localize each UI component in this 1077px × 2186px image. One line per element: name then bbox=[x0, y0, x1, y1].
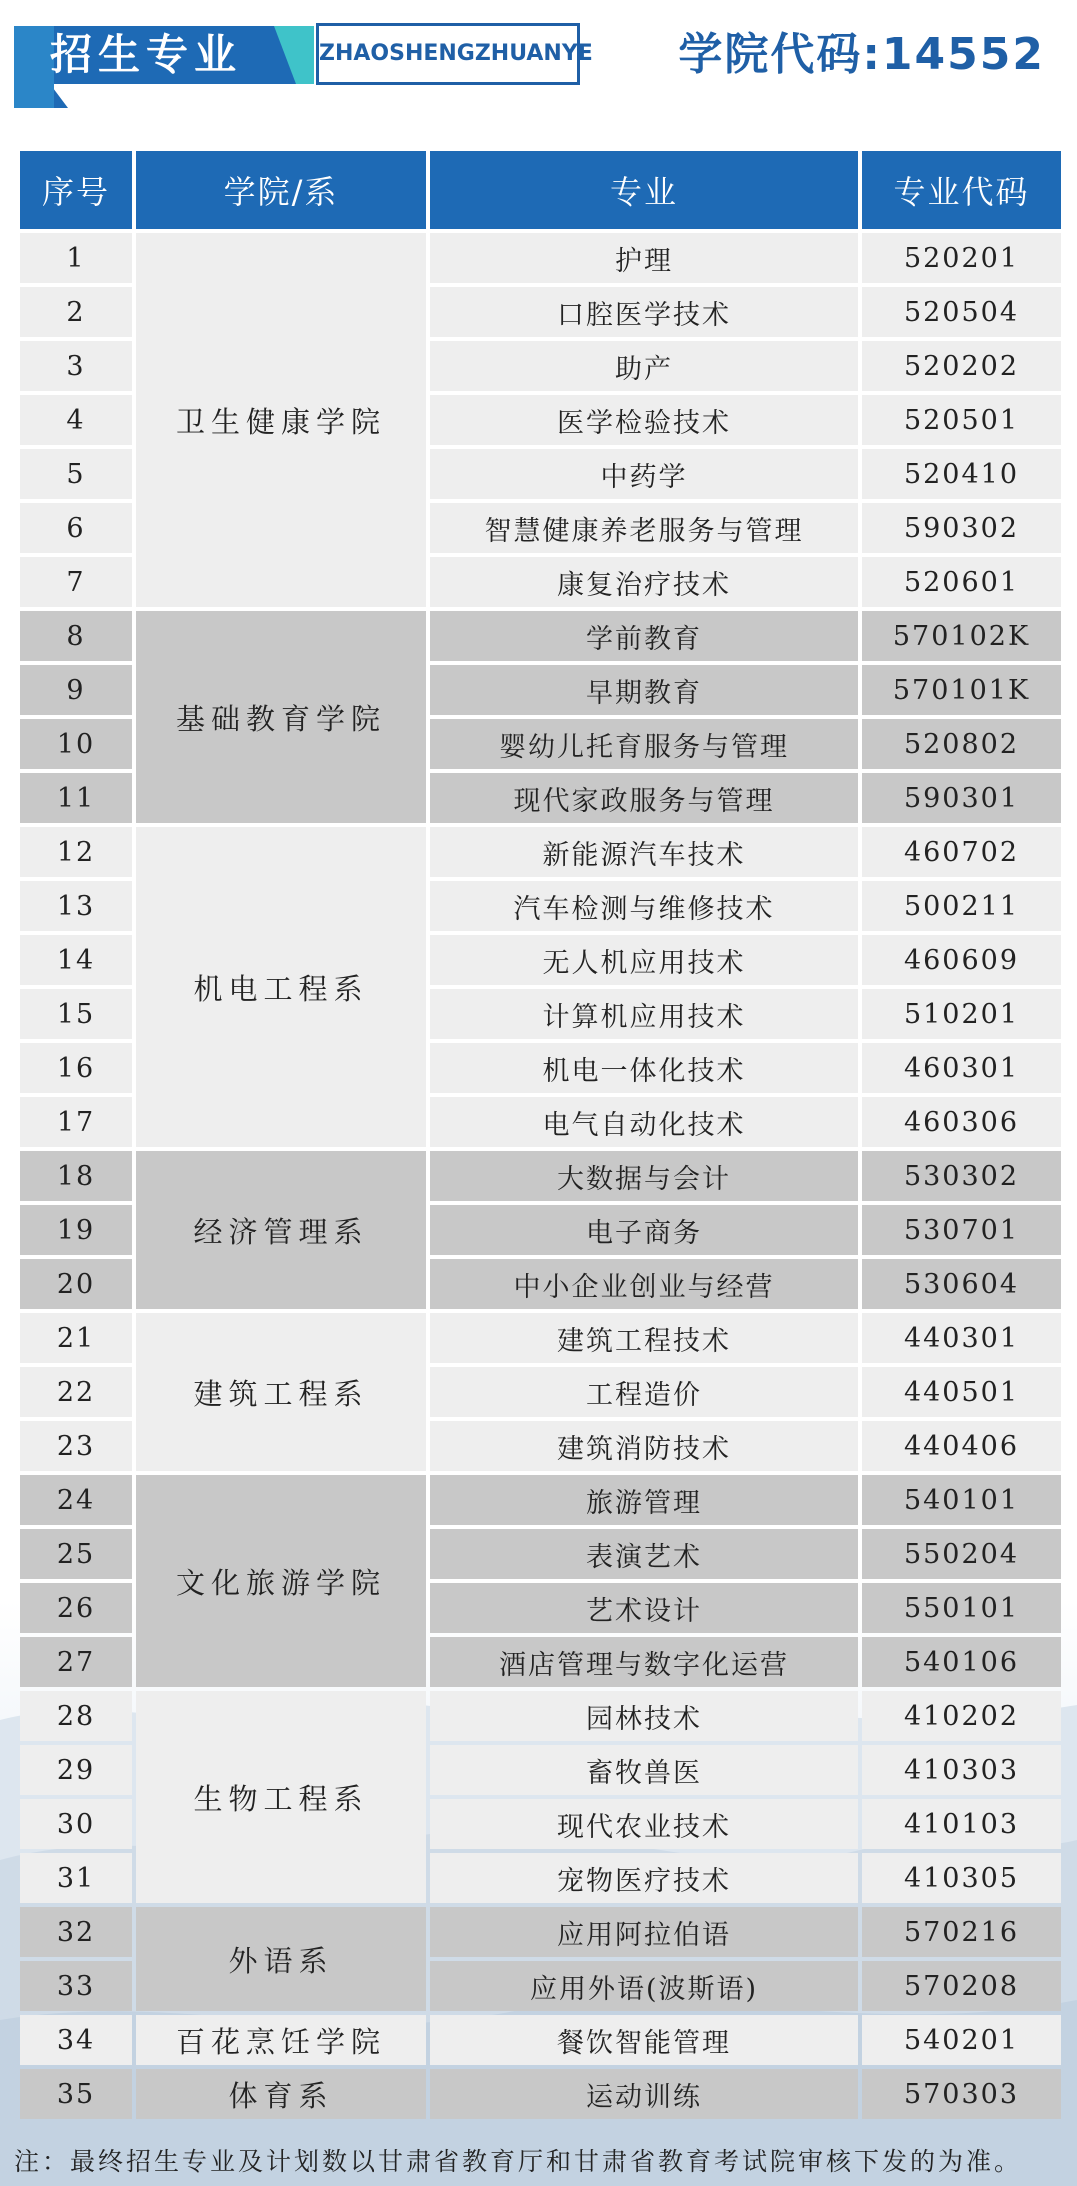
major-code: 500211 bbox=[862, 881, 1061, 931]
row-index: 2 bbox=[20, 287, 132, 337]
major-name: 电子商务 bbox=[430, 1205, 858, 1255]
row-index: 23 bbox=[20, 1421, 132, 1471]
major-name: 表演艺术 bbox=[430, 1529, 858, 1579]
major-name: 酒店管理与数字化运营 bbox=[430, 1637, 858, 1687]
major-name: 建筑工程技术 bbox=[430, 1313, 858, 1363]
row-index: 15 bbox=[20, 989, 132, 1039]
major-code: 520504 bbox=[862, 287, 1061, 337]
major-name: 护理 bbox=[430, 233, 858, 283]
table-row bbox=[20, 1907, 1061, 1957]
major-code: 540201 bbox=[862, 2015, 1061, 2065]
college-name: 建筑工程系 bbox=[136, 1313, 426, 1471]
row-index: 16 bbox=[20, 1043, 132, 1093]
major-code: 570101K bbox=[862, 665, 1061, 715]
major-name: 医学检验技术 bbox=[430, 395, 858, 445]
column-header-major: 专业 bbox=[430, 151, 858, 229]
row-index: 27 bbox=[20, 1637, 132, 1687]
major-code: 520410 bbox=[862, 449, 1061, 499]
major-name: 计算机应用技术 bbox=[430, 989, 858, 1039]
row-index: 13 bbox=[20, 881, 132, 931]
row-index: 18 bbox=[20, 1151, 132, 1201]
college-name: 基础教育学院 bbox=[136, 611, 426, 823]
major-code: 530604 bbox=[862, 1259, 1061, 1309]
major-name: 工程造价 bbox=[430, 1367, 858, 1417]
major-name: 畜牧兽医 bbox=[430, 1745, 858, 1795]
row-index: 17 bbox=[20, 1097, 132, 1147]
college-name: 文化旅游学院 bbox=[136, 1475, 426, 1687]
major-code: 550204 bbox=[862, 1529, 1061, 1579]
major-code: 570208 bbox=[862, 1961, 1061, 2011]
major-code: 540101 bbox=[862, 1475, 1061, 1525]
major-name: 新能源汽车技术 bbox=[430, 827, 858, 877]
major-name: 康复治疗技术 bbox=[430, 557, 858, 607]
major-code: 590301 bbox=[862, 773, 1061, 823]
row-index: 7 bbox=[20, 557, 132, 607]
college-code: 学院代码:14552 bbox=[678, 29, 1045, 80]
row-index: 30 bbox=[20, 1799, 132, 1849]
college-name: 机电工程系 bbox=[136, 827, 426, 1147]
row-index: 20 bbox=[20, 1259, 132, 1309]
page-title-pinyin: ZHAOSHENGZHUANYE bbox=[316, 23, 580, 85]
table-row bbox=[20, 1475, 1061, 1525]
row-index: 31 bbox=[20, 1853, 132, 1903]
table-row bbox=[20, 1151, 1061, 1201]
column-header-college: 学院/系 bbox=[136, 151, 426, 229]
row-index: 12 bbox=[20, 827, 132, 877]
major-name: 艺术设计 bbox=[430, 1583, 858, 1633]
table-row bbox=[20, 2069, 1061, 2119]
major-name: 应用阿拉伯语 bbox=[430, 1907, 858, 1957]
major-code: 460609 bbox=[862, 935, 1061, 985]
row-index: 34 bbox=[20, 2015, 132, 2065]
college-name: 经济管理系 bbox=[136, 1151, 426, 1309]
major-name: 旅游管理 bbox=[430, 1475, 858, 1525]
major-code: 590302 bbox=[862, 503, 1061, 553]
major-name: 助产 bbox=[430, 341, 858, 391]
major-code: 440301 bbox=[862, 1313, 1061, 1363]
college-name: 生物工程系 bbox=[136, 1691, 426, 1903]
table-row bbox=[20, 827, 1061, 877]
row-index: 6 bbox=[20, 503, 132, 553]
major-name: 汽车检测与维修技术 bbox=[430, 881, 858, 931]
header bbox=[0, 0, 1077, 140]
major-name: 现代家政服务与管理 bbox=[430, 773, 858, 823]
college-name: 体育系 bbox=[136, 2069, 426, 2119]
row-index: 9 bbox=[20, 665, 132, 715]
row-index: 24 bbox=[20, 1475, 132, 1525]
major-code: 520201 bbox=[862, 233, 1061, 283]
major-code: 520802 bbox=[862, 719, 1061, 769]
row-index: 33 bbox=[20, 1961, 132, 2011]
table-row bbox=[20, 1691, 1061, 1741]
row-index: 29 bbox=[20, 1745, 132, 1795]
row-index: 5 bbox=[20, 449, 132, 499]
major-name: 机电一体化技术 bbox=[430, 1043, 858, 1093]
row-index: 19 bbox=[20, 1205, 132, 1255]
major-code: 410303 bbox=[862, 1745, 1061, 1795]
majors-table bbox=[16, 147, 1065, 2123]
row-index: 26 bbox=[20, 1583, 132, 1633]
row-index: 11 bbox=[20, 773, 132, 823]
major-code: 440406 bbox=[862, 1421, 1061, 1471]
row-index: 28 bbox=[20, 1691, 132, 1741]
major-code: 510201 bbox=[862, 989, 1061, 1039]
row-index: 14 bbox=[20, 935, 132, 985]
row-index: 22 bbox=[20, 1367, 132, 1417]
major-name: 餐饮智能管理 bbox=[430, 2015, 858, 2065]
major-code: 570303 bbox=[862, 2069, 1061, 2119]
major-name: 婴幼儿托育服务与管理 bbox=[430, 719, 858, 769]
major-code: 520501 bbox=[862, 395, 1061, 445]
table-row bbox=[20, 2015, 1061, 2065]
row-index: 1 bbox=[20, 233, 132, 283]
table-row bbox=[20, 611, 1061, 661]
major-name: 建筑消防技术 bbox=[430, 1421, 858, 1471]
major-name: 无人机应用技术 bbox=[430, 935, 858, 985]
major-name: 宠物医疗技术 bbox=[430, 1853, 858, 1903]
major-code: 570102K bbox=[862, 611, 1061, 661]
major-name: 现代农业技术 bbox=[430, 1799, 858, 1849]
major-code: 460301 bbox=[862, 1043, 1061, 1093]
major-name: 中小企业创业与经营 bbox=[430, 1259, 858, 1309]
table-row bbox=[20, 233, 1061, 283]
row-index: 3 bbox=[20, 341, 132, 391]
major-code: 540106 bbox=[862, 1637, 1061, 1687]
row-index: 25 bbox=[20, 1529, 132, 1579]
major-name: 中药学 bbox=[430, 449, 858, 499]
table-body bbox=[20, 233, 1061, 2119]
college-name: 百花烹饪学院 bbox=[136, 2015, 426, 2065]
row-index: 32 bbox=[20, 1907, 132, 1957]
major-name: 大数据与会计 bbox=[430, 1151, 858, 1201]
row-index: 35 bbox=[20, 2069, 132, 2119]
major-code: 530701 bbox=[862, 1205, 1061, 1255]
major-name: 学前教育 bbox=[430, 611, 858, 661]
column-header-index: 序号 bbox=[20, 151, 132, 229]
table-row bbox=[20, 1313, 1061, 1363]
row-index: 10 bbox=[20, 719, 132, 769]
major-code: 440501 bbox=[862, 1367, 1061, 1417]
major-code: 530302 bbox=[862, 1151, 1061, 1201]
college-name: 卫生健康学院 bbox=[136, 233, 426, 607]
major-name: 运动训练 bbox=[430, 2069, 858, 2119]
major-code: 570216 bbox=[862, 1907, 1061, 1957]
table-header-row bbox=[20, 151, 1061, 229]
row-index: 4 bbox=[20, 395, 132, 445]
major-code: 410202 bbox=[862, 1691, 1061, 1741]
page-title: 招生专业 bbox=[50, 30, 243, 79]
major-code: 520601 bbox=[862, 557, 1061, 607]
major-code: 410103 bbox=[862, 1799, 1061, 1849]
footnote: 注：最终招生专业及计划数以甘肃省教育厅和甘肃省教育考试院审核下发的为准。 bbox=[14, 2147, 1023, 2176]
major-name: 园林技术 bbox=[430, 1691, 858, 1741]
major-name: 早期教育 bbox=[430, 665, 858, 715]
major-name: 智慧健康养老服务与管理 bbox=[430, 503, 858, 553]
major-code: 460702 bbox=[862, 827, 1061, 877]
major-name: 应用外语(波斯语) bbox=[430, 1961, 858, 2011]
row-index: 8 bbox=[20, 611, 132, 661]
major-code: 410305 bbox=[862, 1853, 1061, 1903]
major-name: 口腔医学技术 bbox=[430, 287, 858, 337]
major-code: 460306 bbox=[862, 1097, 1061, 1147]
major-name: 电气自动化技术 bbox=[430, 1097, 858, 1147]
college-name: 外语系 bbox=[136, 1907, 426, 2011]
major-code: 520202 bbox=[862, 341, 1061, 391]
row-index: 21 bbox=[20, 1313, 132, 1363]
column-header-code: 专业代码 bbox=[862, 151, 1061, 229]
major-code: 550101 bbox=[862, 1583, 1061, 1633]
